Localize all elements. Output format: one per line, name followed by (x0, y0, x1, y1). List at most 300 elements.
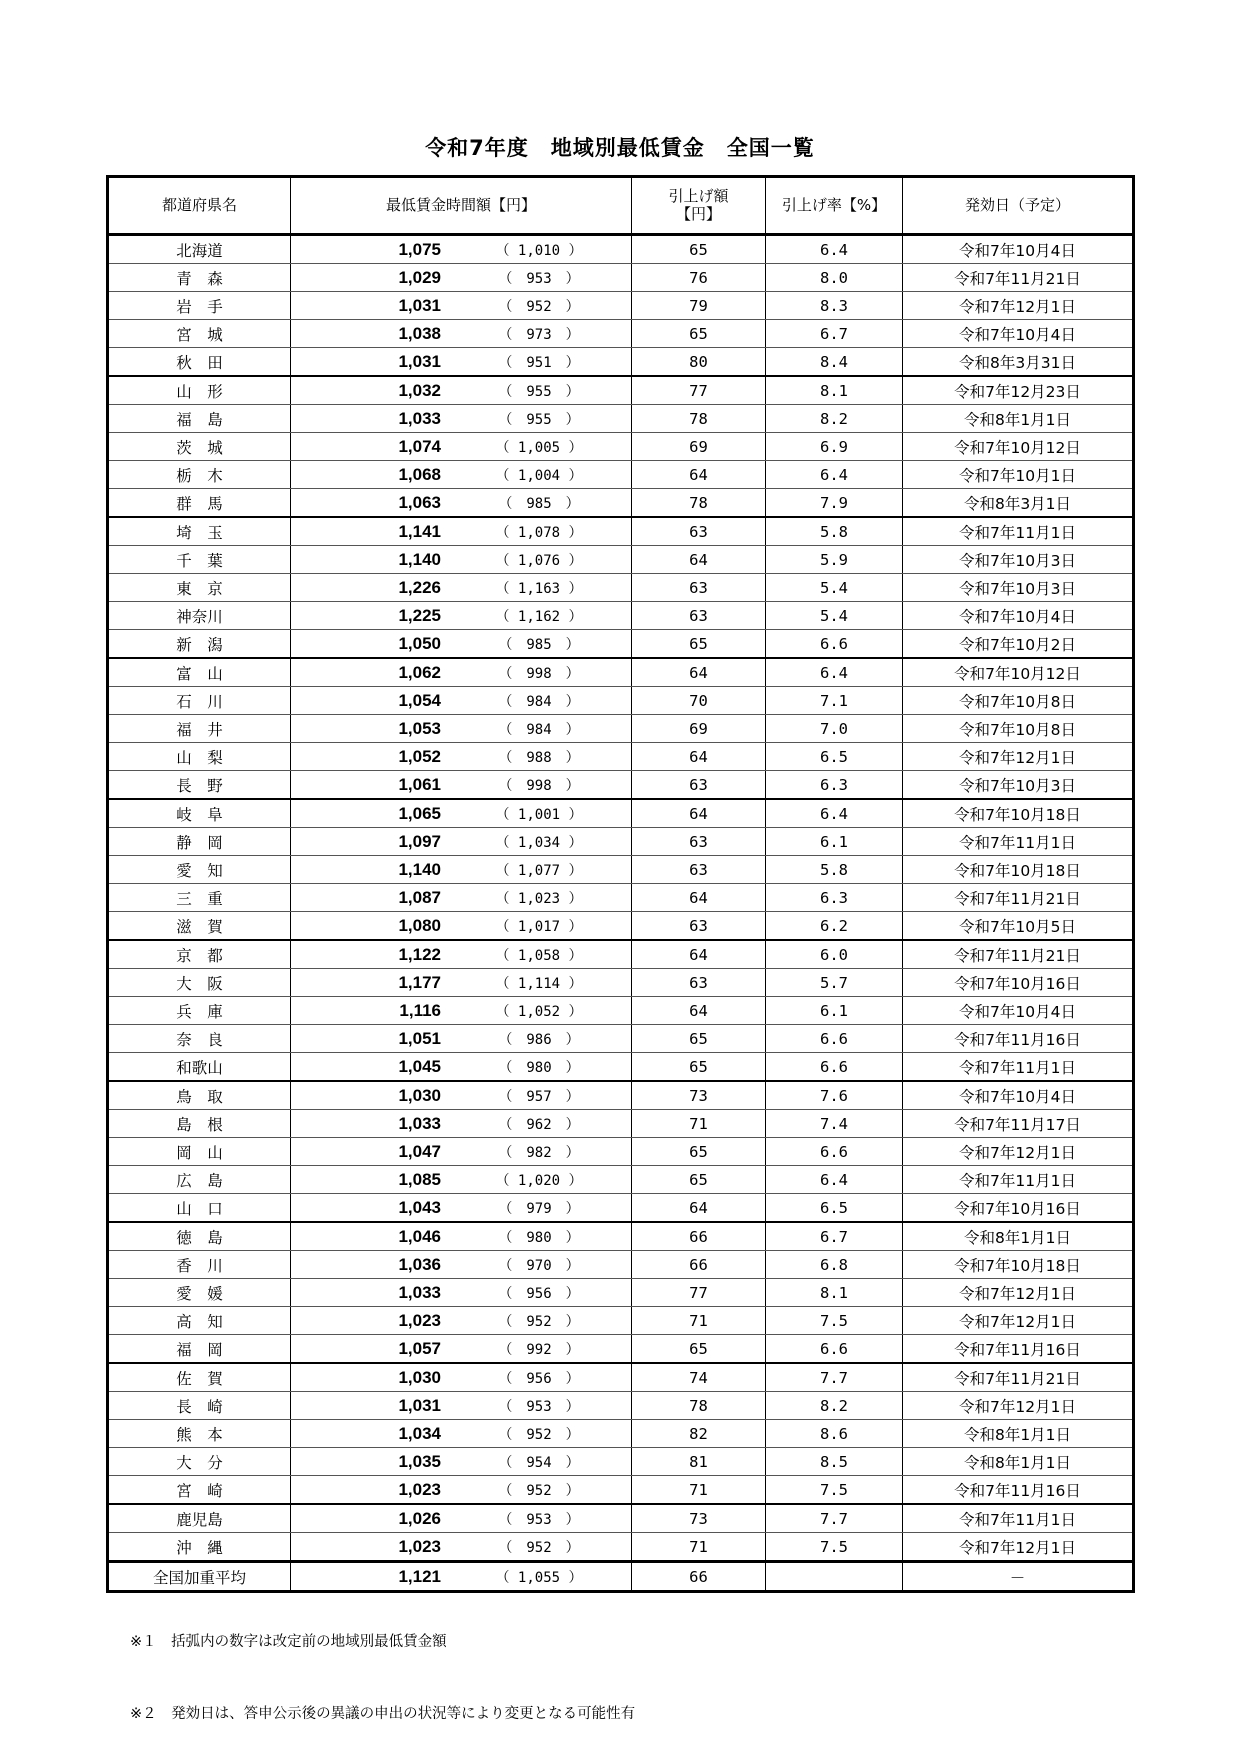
min-wage-value: 1,052 (398, 746, 441, 766)
min-wage-value: 1,031 (398, 351, 441, 371)
min-wage-cell (291, 1533, 632, 1562)
table-row (108, 546, 1134, 574)
previous-wage-value: （ 952 ） (498, 1426, 580, 1443)
prefecture-name: 北海道 (108, 235, 291, 264)
min-wage-cell (291, 1448, 632, 1476)
min-wage-value: 1,050 (398, 633, 441, 653)
min-wage-cell (291, 1279, 632, 1307)
increase-amount: 65 (632, 1025, 766, 1053)
min-wage-cell (291, 912, 632, 941)
increase-rate: 8.1 (766, 376, 903, 405)
increase-rate: 6.5 (766, 743, 903, 771)
footnote-2: ※２ 発効日は、答申公示後の異議の申出の状況等により変更となる可能性有 (130, 1706, 636, 1722)
previous-wage-value: （ 953 ） (498, 1511, 580, 1528)
min-wage-value: 1,034 (398, 1423, 441, 1443)
effective-date: 令和8年1月1日 (903, 1222, 1134, 1251)
previous-wage-value: （ 984 ） (498, 721, 580, 738)
increase-amount: 82 (632, 1420, 766, 1448)
increase-rate: 5.7 (766, 969, 903, 997)
effective-date: 令和7年10月18日 (903, 1251, 1134, 1279)
prefecture-name: 山 形 (108, 376, 291, 405)
table-row (108, 235, 1134, 264)
increase-rate: 5.9 (766, 546, 903, 574)
previous-wage-value: （ 1,010 ） (495, 242, 583, 259)
increase-amount: 64 (632, 546, 766, 574)
prefecture-name: 滋 賀 (108, 912, 291, 941)
increase-rate: 7.5 (766, 1476, 903, 1505)
prefecture-name: 千 葉 (108, 546, 291, 574)
table-row (108, 658, 1134, 687)
previous-wage-value: （ 956 ） (498, 1285, 580, 1302)
table-row (108, 715, 1134, 743)
increase-amount: 79 (632, 292, 766, 320)
table-row (108, 320, 1134, 348)
prefecture-name: 山 口 (108, 1194, 291, 1223)
table-row (108, 1251, 1134, 1279)
prefecture-name: 兵 庫 (108, 997, 291, 1025)
table-row (108, 1025, 1134, 1053)
total-prefecture: 全国加重平均 (108, 1562, 291, 1592)
min-wage-value: 1,043 (398, 1197, 441, 1217)
prefecture-name: 大 阪 (108, 969, 291, 997)
min-wage-cell (291, 1194, 632, 1223)
increase-amount: 71 (632, 1476, 766, 1505)
previous-wage-value: （ 980 ） (498, 1059, 580, 1076)
min-wage-value: 1,047 (398, 1141, 441, 1161)
increase-amount: 71 (632, 1533, 766, 1562)
min-wage-value: 1,026 (398, 1508, 441, 1528)
min-wage-cell (291, 687, 632, 715)
effective-date: 令和8年3月1日 (903, 489, 1134, 518)
previous-wage-value: （ 956 ） (498, 1370, 580, 1387)
effective-date: 令和7年11月1日 (903, 1166, 1134, 1194)
effective-date: 令和7年10月4日 (903, 235, 1134, 264)
min-wage-cell (291, 1392, 632, 1420)
effective-date: 令和7年12月1日 (903, 743, 1134, 771)
table-row (108, 997, 1134, 1025)
increase-amount: 64 (632, 743, 766, 771)
increase-rate: 7.5 (766, 1307, 903, 1335)
header-effective-date: 発効日（予定） (903, 177, 1134, 235)
prefecture-name: 徳 島 (108, 1222, 291, 1251)
prefecture-name: 静 岡 (108, 828, 291, 856)
min-wage-cell (291, 1053, 632, 1082)
prefecture-name: 鳥 取 (108, 1081, 291, 1110)
previous-wage-value: （ 952 ） (498, 1539, 580, 1556)
table-row (108, 517, 1134, 546)
prefecture-name: 熊 本 (108, 1420, 291, 1448)
min-wage-value: 1,062 (398, 662, 441, 682)
table-row (108, 1053, 1134, 1082)
previous-wage-value: （ 982 ） (498, 1144, 580, 1161)
increase-amount: 69 (632, 715, 766, 743)
previous-wage-value: （ 1,114 ） (495, 975, 583, 992)
min-wage-cell (291, 884, 632, 912)
effective-date: 令和7年11月17日 (903, 1110, 1134, 1138)
table-row (108, 292, 1134, 320)
increase-amount: 64 (632, 940, 766, 969)
effective-date: 令和7年10月8日 (903, 715, 1134, 743)
increase-rate: 6.3 (766, 771, 903, 800)
increase-rate: 6.7 (766, 320, 903, 348)
document-title: 令和7年度 地域別最低賃金 全国一覧 (425, 136, 815, 160)
increase-rate: 8.5 (766, 1448, 903, 1476)
previous-wage-value: （ 952 ） (498, 1313, 580, 1330)
prefecture-name: 大 分 (108, 1448, 291, 1476)
increase-rate: 6.6 (766, 1025, 903, 1053)
min-wage-cell (291, 405, 632, 433)
increase-amount: 78 (632, 489, 766, 518)
minimum-wage-table (106, 175, 1135, 1593)
increase-amount: 77 (632, 1279, 766, 1307)
increase-rate: 8.6 (766, 1420, 903, 1448)
table-row (108, 574, 1134, 602)
prefecture-name: 三 重 (108, 884, 291, 912)
min-wage-cell (291, 1222, 632, 1251)
table-row (108, 630, 1134, 659)
min-wage-cell (291, 1025, 632, 1053)
min-wage-value: 1,068 (398, 464, 441, 484)
effective-date: 令和7年10月4日 (903, 1081, 1134, 1110)
table-row (108, 687, 1134, 715)
min-wage-cell (291, 602, 632, 630)
increase-amount: 63 (632, 912, 766, 941)
previous-wage-value: （ 992 ） (498, 1341, 580, 1358)
prefecture-name: 高 知 (108, 1307, 291, 1335)
effective-date: 令和7年10月12日 (903, 658, 1134, 687)
increase-rate: 7.7 (766, 1504, 903, 1533)
header-increase-rate: 引上げ率【%】 (766, 177, 903, 235)
increase-amount: 65 (632, 235, 766, 264)
prefecture-name: 長 崎 (108, 1392, 291, 1420)
prefecture-name: 京 都 (108, 940, 291, 969)
effective-date: 令和7年10月4日 (903, 997, 1134, 1025)
increase-rate: 8.0 (766, 264, 903, 292)
table-header-row (108, 177, 1134, 235)
table-row (108, 940, 1134, 969)
table-row (108, 1222, 1134, 1251)
min-wage-cell (291, 320, 632, 348)
increase-amount: 63 (632, 771, 766, 800)
min-wage-value: 1,035 (398, 1451, 441, 1471)
prefecture-name: 和歌山 (108, 1053, 291, 1082)
table-row (108, 461, 1134, 489)
increase-rate: 6.6 (766, 1053, 903, 1082)
min-wage-cell (291, 1110, 632, 1138)
min-wage-cell (291, 546, 632, 574)
previous-wage-value: （ 998 ） (498, 665, 580, 682)
table-row (108, 1166, 1134, 1194)
increase-amount: 65 (632, 630, 766, 659)
increase-rate: 7.1 (766, 687, 903, 715)
effective-date: 令和7年10月3日 (903, 574, 1134, 602)
min-wage-value: 1,051 (398, 1028, 441, 1048)
table-row (108, 602, 1134, 630)
previous-wage-value: （ 984 ） (498, 693, 580, 710)
increase-rate: 7.4 (766, 1110, 903, 1138)
min-wage-value: 1,063 (398, 492, 441, 512)
effective-date: 令和7年11月21日 (903, 940, 1134, 969)
prefecture-name: 佐 賀 (108, 1363, 291, 1392)
table-row (108, 376, 1134, 405)
table-row (108, 969, 1134, 997)
increase-rate: 6.9 (766, 433, 903, 461)
prefecture-name: 広 島 (108, 1166, 291, 1194)
table-row (108, 1420, 1134, 1448)
previous-wage-value: （ 988 ） (498, 749, 580, 766)
min-wage-value: 1,141 (398, 521, 441, 541)
previous-wage-value: （ 1,004 ） (495, 467, 583, 484)
increase-rate: 5.8 (766, 856, 903, 884)
previous-wage-value: （ 1,005 ） (495, 439, 583, 456)
prefecture-name: 新 潟 (108, 630, 291, 659)
effective-date: 令和7年11月1日 (903, 1504, 1134, 1533)
prefecture-name: 石 川 (108, 687, 291, 715)
effective-date: 令和7年11月1日 (903, 1053, 1134, 1082)
increase-rate: 8.4 (766, 348, 903, 377)
increase-rate: 6.2 (766, 912, 903, 941)
min-wage-value: 1,225 (398, 605, 441, 625)
min-wage-value: 1,074 (398, 436, 441, 456)
prefecture-name: 沖 縄 (108, 1533, 291, 1562)
footnotes (130, 1582, 635, 1750)
table-row (108, 433, 1134, 461)
effective-date: 令和8年1月1日 (903, 1420, 1134, 1448)
min-wage-value: 1,023 (398, 1479, 441, 1499)
increase-rate: 6.4 (766, 461, 903, 489)
min-wage-value: 1,033 (398, 1113, 441, 1133)
effective-date: 令和7年10月12日 (903, 433, 1134, 461)
increase-rate: 6.8 (766, 1251, 903, 1279)
effective-date: 令和7年10月3日 (903, 546, 1134, 574)
increase-amount: 63 (632, 969, 766, 997)
previous-wage-value: （ 970 ） (498, 1257, 580, 1274)
effective-date: 令和7年10月4日 (903, 320, 1134, 348)
prefecture-name: 東 京 (108, 574, 291, 602)
min-wage-value: 1,140 (398, 549, 441, 569)
increase-rate: 7.9 (766, 489, 903, 518)
min-wage-value: 1,097 (398, 831, 441, 851)
increase-rate: 7.7 (766, 1363, 903, 1392)
previous-wage-value: （ 952 ） (498, 298, 580, 315)
previous-wage-value: （ 952 ） (498, 1482, 580, 1499)
table-row (108, 828, 1134, 856)
min-wage-value: 1,033 (398, 1282, 441, 1302)
previous-wage-value: （ 951 ） (498, 354, 580, 371)
increase-amount: 71 (632, 1110, 766, 1138)
prefecture-name: 福 岡 (108, 1335, 291, 1364)
min-wage-cell (291, 1420, 632, 1448)
total-effective: － (903, 1562, 1134, 1592)
previous-wage-value: （ 1,020 ） (495, 1172, 583, 1189)
table-row (108, 348, 1134, 377)
prefecture-name: 山 梨 (108, 743, 291, 771)
table-row (108, 1533, 1134, 1562)
effective-date: 令和8年3月31日 (903, 348, 1134, 377)
effective-date: 令和7年10月8日 (903, 687, 1134, 715)
min-wage-cell (291, 517, 632, 546)
min-wage-cell (291, 376, 632, 405)
effective-date: 令和7年10月16日 (903, 969, 1134, 997)
increase-rate: 7.6 (766, 1081, 903, 1110)
table-row (108, 405, 1134, 433)
increase-rate: 6.6 (766, 1138, 903, 1166)
increase-amount: 73 (632, 1504, 766, 1533)
increase-rate: 6.1 (766, 997, 903, 1025)
table-row (108, 1081, 1134, 1110)
increase-amount: 70 (632, 687, 766, 715)
increase-amount: 64 (632, 658, 766, 687)
min-wage-cell (291, 1335, 632, 1364)
min-wage-value: 1,053 (398, 718, 441, 738)
table-row (108, 264, 1134, 292)
previous-wage-value: （ 985 ） (498, 636, 580, 653)
effective-date: 令和7年12月1日 (903, 1533, 1134, 1562)
increase-rate: 6.6 (766, 630, 903, 659)
increase-amount: 66 (632, 1251, 766, 1279)
prefecture-name: 埼 玉 (108, 517, 291, 546)
increase-amount: 81 (632, 1448, 766, 1476)
effective-date: 令和7年11月1日 (903, 517, 1134, 546)
prefecture-name: 岡 山 (108, 1138, 291, 1166)
min-wage-value: 1,031 (398, 1395, 441, 1415)
previous-wage-value: （ 998 ） (498, 777, 580, 794)
min-wage-value: 1,080 (398, 915, 441, 935)
table-row (108, 1392, 1134, 1420)
prefecture-name: 秋 田 (108, 348, 291, 377)
prefecture-name: 神奈川 (108, 602, 291, 630)
min-wage-cell (291, 489, 632, 518)
effective-date: 令和7年11月21日 (903, 1363, 1134, 1392)
increase-amount: 63 (632, 574, 766, 602)
previous-wage-value: （ 1,077 ） (495, 862, 583, 879)
increase-amount: 64 (632, 461, 766, 489)
table-row (108, 1194, 1134, 1223)
increase-amount: 73 (632, 1081, 766, 1110)
effective-date: 令和7年11月21日 (903, 264, 1134, 292)
min-wage-value: 1,030 (398, 1085, 441, 1105)
effective-date: 令和7年11月16日 (903, 1025, 1134, 1053)
prefecture-name: 長 野 (108, 771, 291, 800)
effective-date: 令和7年11月1日 (903, 828, 1134, 856)
table-row (108, 489, 1134, 518)
previous-wage-value: （ 1,017 ） (495, 918, 583, 935)
min-wage-cell (291, 433, 632, 461)
prefecture-name: 岐 阜 (108, 799, 291, 828)
min-wage-cell (291, 1476, 632, 1505)
min-wage-value: 1,045 (398, 1056, 441, 1076)
previous-wage-value: （ 1,076 ） (495, 552, 583, 569)
effective-date: 令和7年12月1日 (903, 1392, 1134, 1420)
previous-wage-value: （ 1,163 ） (495, 580, 583, 597)
increase-amount: 63 (632, 602, 766, 630)
previous-wage-value: （ 953 ） (498, 1398, 580, 1415)
increase-rate: 6.6 (766, 1335, 903, 1364)
prefecture-name: 群 馬 (108, 489, 291, 518)
min-wage-cell (291, 574, 632, 602)
header-prefecture: 都道府県名 (108, 177, 291, 235)
min-wage-cell (291, 856, 632, 884)
table-row (108, 771, 1134, 800)
increase-rate: 5.4 (766, 602, 903, 630)
min-wage-cell (291, 743, 632, 771)
min-wage-cell (291, 828, 632, 856)
min-wage-value: 1,075 (398, 239, 441, 259)
effective-date: 令和7年11月16日 (903, 1476, 1134, 1505)
table-row (108, 1363, 1134, 1392)
prefecture-name: 香 川 (108, 1251, 291, 1279)
effective-date: 令和8年1月1日 (903, 405, 1134, 433)
increase-rate: 5.4 (766, 574, 903, 602)
table-row (108, 799, 1134, 828)
min-wage-value: 1,030 (398, 1367, 441, 1387)
previous-wage-value: （ 1,162 ） (495, 608, 583, 625)
previous-wage-value: （ 955 ） (498, 411, 580, 428)
increase-rate: 6.0 (766, 940, 903, 969)
increase-rate: 5.8 (766, 517, 903, 546)
effective-date: 令和7年10月18日 (903, 799, 1134, 828)
previous-wage-value: （ 1,078 ） (495, 524, 583, 541)
previous-wage-value: （ 957 ） (498, 1088, 580, 1105)
table-row (108, 1110, 1134, 1138)
effective-date: 令和7年12月1日 (903, 1138, 1134, 1166)
min-wage-cell (291, 658, 632, 687)
increase-amount: 78 (632, 405, 766, 433)
footnote-1: ※１ 括弧内の数字は改定前の地域別最低賃金額 (130, 1634, 447, 1650)
prefecture-name: 愛 媛 (108, 1279, 291, 1307)
prefecture-name: 島 根 (108, 1110, 291, 1138)
min-wage-value: 1,023 (398, 1310, 441, 1330)
increase-rate: 6.4 (766, 658, 903, 687)
min-wage-cell (291, 461, 632, 489)
header-increase-amount: 引上げ額 【円】 (632, 177, 766, 235)
prefecture-name: 鹿児島 (108, 1504, 291, 1533)
min-wage-value: 1,031 (398, 295, 441, 315)
prefecture-name: 奈 良 (108, 1025, 291, 1053)
min-wage-cell (291, 1081, 632, 1110)
table-row (108, 1476, 1134, 1505)
increase-amount: 76 (632, 264, 766, 292)
min-wage-cell (291, 1138, 632, 1166)
increase-amount: 65 (632, 1335, 766, 1364)
min-wage-value: 1,140 (398, 859, 441, 879)
prefecture-name: 福 井 (108, 715, 291, 743)
total-increase: 66 (632, 1562, 766, 1592)
increase-amount: 63 (632, 517, 766, 546)
min-wage-cell (291, 771, 632, 800)
increase-rate: 7.0 (766, 715, 903, 743)
header-min-wage: 最低賃金時間額【円】 (291, 177, 632, 235)
effective-date: 令和7年10月16日 (903, 1194, 1134, 1223)
increase-amount: 64 (632, 997, 766, 1025)
increase-rate: 6.7 (766, 1222, 903, 1251)
prefecture-name: 愛 知 (108, 856, 291, 884)
min-wage-cell (291, 969, 632, 997)
table-row (108, 1307, 1134, 1335)
min-wage-value: 1,046 (398, 1226, 441, 1246)
increase-amount: 69 (632, 433, 766, 461)
increase-rate: 7.5 (766, 1533, 903, 1562)
min-wage-value: 1,054 (398, 690, 441, 710)
min-wage-value: 1,177 (398, 972, 441, 992)
effective-date: 令和7年12月23日 (903, 376, 1134, 405)
effective-date: 令和7年10月18日 (903, 856, 1134, 884)
effective-date: 令和7年10月4日 (903, 602, 1134, 630)
table-row (108, 1138, 1134, 1166)
previous-wage-value: （ 953 ） (498, 270, 580, 287)
previous-wage-value: （ 979 ） (498, 1200, 580, 1217)
min-wage-value: 1,065 (398, 803, 441, 823)
